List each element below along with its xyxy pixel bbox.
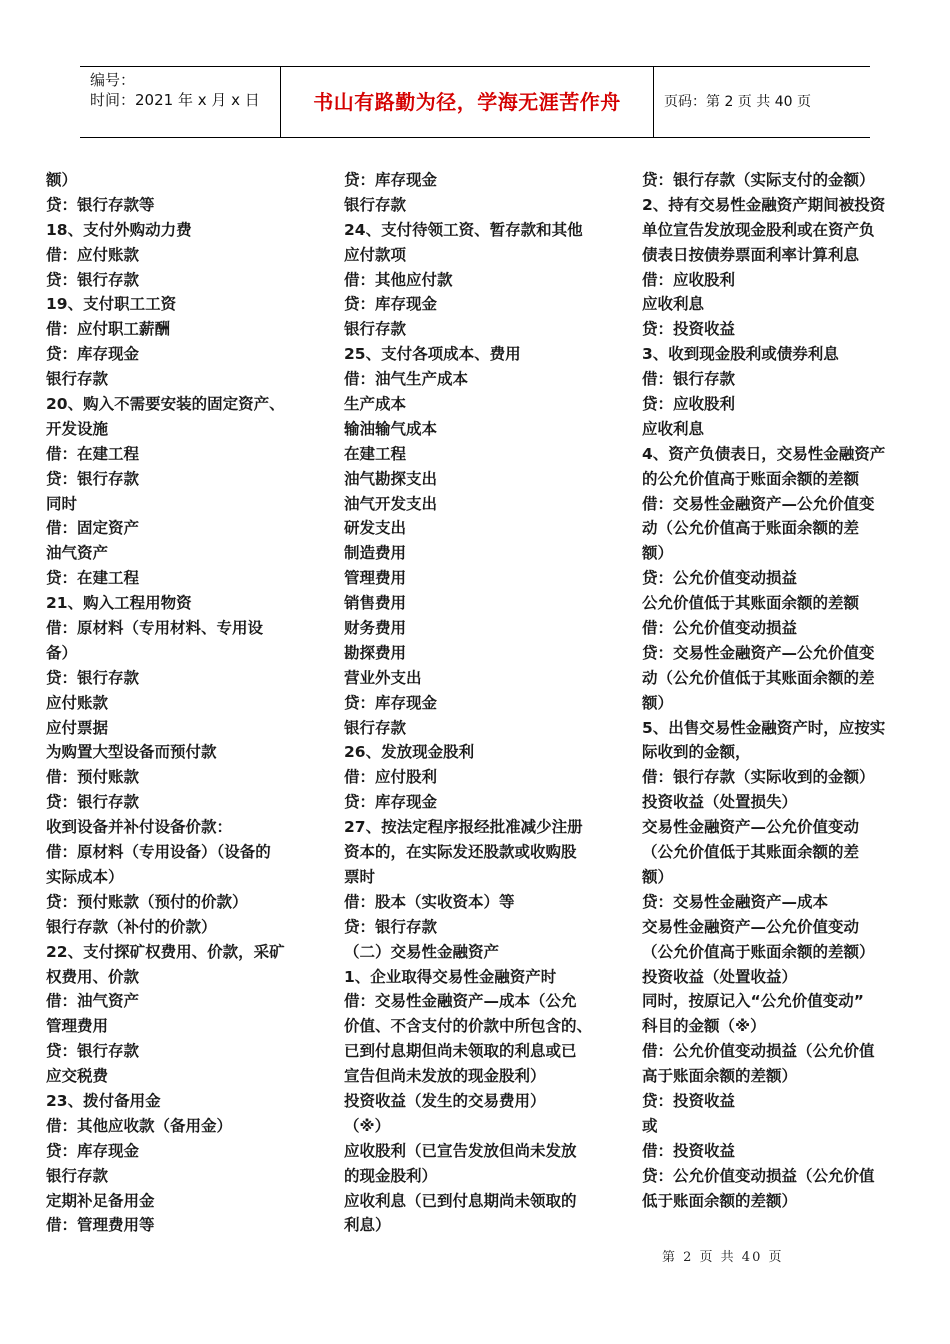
text-line: 投资收益（处置损失）	[642, 793, 798, 812]
text-line: 油气勘探支出	[344, 469, 438, 488]
header-page-number: 页码：第 2 页 共 40 页	[664, 94, 811, 110]
text-line: 应交税费	[46, 1067, 109, 1086]
text-line: 贷：公允价值变动损益	[642, 569, 798, 588]
text-line: 借：银行存款	[642, 370, 736, 389]
text-line: 借：应收股利	[642, 270, 736, 289]
text-line: 借：油气生产成本	[344, 370, 469, 389]
text-line: 研发支出	[344, 519, 407, 538]
text-line: 借：交易性金融资产—公允价值变	[642, 494, 875, 513]
text-line: 贷：银行存款等	[46, 195, 155, 214]
text-column-2	[344, 168, 606, 1238]
text-line: 3、收到现金股利或债券利息	[642, 345, 839, 364]
text-line: 的现金股利）	[344, 1166, 438, 1185]
text-line: 23、拨付备用金	[46, 1091, 161, 1110]
text-line: 19、支付职工工资	[46, 295, 177, 314]
text-line: 贷：库存现金	[344, 793, 438, 812]
text-line: 开发设施	[46, 419, 109, 438]
text-line: （※）	[344, 1116, 391, 1135]
text-line: 贷：银行存款	[46, 668, 140, 687]
text-line: 科目的金额（※）	[642, 1017, 766, 1036]
text-line: 宣告但尚未发放的现金股利）	[344, 1067, 546, 1086]
text-line: 贷：库存现金	[344, 693, 438, 712]
text-line: 贷：公允价值变动损益（公允价值	[642, 1166, 875, 1185]
text-line: 借：银行存款（实际收到的金额）	[642, 768, 875, 787]
text-line: 借：预付账款	[46, 768, 140, 787]
text-line: 制造费用	[344, 544, 407, 563]
text-line: 同时	[46, 494, 78, 513]
text-line: 借：应付账款	[46, 245, 140, 264]
text-line: 油气资产	[46, 544, 109, 563]
text-line: 借：其他应收款（备用金）	[46, 1116, 233, 1135]
text-line: 27、按法定程序报经批准减少注册	[344, 818, 583, 837]
text-line: 20、购入不需要安装的固定资产、	[46, 395, 285, 414]
text-line: 贷：预付账款（预付的价款）	[46, 892, 248, 911]
text-line: 银行存款	[344, 718, 407, 737]
text-line: （公允价值高于账面余额的差额）	[642, 942, 875, 961]
text-line: 借：原材料（专用设备）（设备的	[46, 843, 271, 862]
text-line: 贷：银行存款	[344, 917, 438, 936]
text-line: 同时，按原记入“公允价值变动”	[642, 992, 864, 1011]
text-line: 应收利息	[642, 419, 705, 438]
text-line: 22、支付探矿权费用、价款，采矿	[46, 942, 285, 961]
text-line: （二）交易性金融资产	[344, 942, 500, 961]
text-line: 银行存款（补付的价款）	[46, 917, 217, 936]
text-line: 动（公允价值低于其账面余额的差	[642, 668, 875, 687]
text-line: 已到付息期但尚未领取的利息或已	[344, 1042, 577, 1061]
text-line: 贷：交易性金融资产—公允价值变	[642, 643, 875, 662]
text-line: 或	[642, 1116, 658, 1135]
text-line: 5、出售交易性金融资产时，应按实	[642, 718, 886, 737]
text-line: 应付账款	[46, 693, 109, 712]
text-line: 在建工程	[344, 444, 407, 463]
text-line: 应付款项	[344, 245, 407, 264]
text-line: 借：应付职工薪酬	[46, 320, 171, 339]
text-line: 低于账面余额的差额）	[642, 1191, 798, 1210]
text-line: 应付票据	[46, 718, 109, 737]
text-line: （公允价值低于其账面余额的差	[642, 843, 860, 862]
text-line: 额）	[46, 171, 78, 189]
text-line: 26、发放现金股利	[344, 743, 475, 762]
text-line: 备）	[46, 643, 78, 662]
text-line: 额）	[642, 867, 674, 886]
text-line: 贷：投资收益	[642, 320, 736, 339]
text-line: 贷：在建工程	[46, 569, 140, 588]
text-line: 借：原材料（专用材料、专用设	[46, 619, 264, 638]
text-line: 2、持有交易性金融资产期间被投资	[642, 195, 886, 214]
header-number: 编号：	[90, 71, 136, 89]
text-line: 收到设备并补付设备价款：	[46, 818, 233, 837]
header-page-cell	[654, 67, 870, 137]
text-line: 公允价值低于其账面余额的差额	[642, 594, 860, 613]
text-line: 生产成本	[344, 395, 407, 414]
text-line: 营业外支出	[344, 668, 422, 687]
text-line: 借：公允价值变动损益	[642, 619, 798, 638]
text-line: 债表日按债券票面利率计算利息	[642, 245, 860, 264]
text-line: 贷：投资收益	[642, 1091, 736, 1110]
page-footer: 第 2 页 共 40 页	[662, 1250, 784, 1265]
text-line: 贷：银行存款	[46, 469, 140, 488]
text-line: 贷：库存现金	[46, 345, 140, 364]
text-line: 借：管理费用等	[46, 1216, 155, 1235]
header-time: 时间：2021 年 x 月 x 日	[90, 91, 260, 109]
text-line: 借：交易性金融资产—成本（公允	[344, 992, 577, 1011]
text-line: 贷：银行存款	[46, 1042, 140, 1061]
text-line: 管理费用	[344, 569, 407, 588]
text-line: 借：其他应付款	[344, 270, 453, 289]
text-line: 25、支付各项成本、费用	[344, 345, 521, 364]
text-line: 应收利息	[642, 295, 705, 314]
text-line: 贷：银行存款	[46, 270, 140, 289]
text-line: 贷：银行存款（实际支付的金额）	[642, 171, 875, 189]
text-line: 借：股本（实收资本）等	[344, 892, 515, 911]
text-line: 额）	[642, 693, 674, 712]
text-line: 1、企业取得交易性金融资产时	[344, 967, 557, 986]
text-line: 贷：交易性金融资产—成本	[642, 892, 829, 911]
text-line: 的公允价值高于账面余额的差额	[642, 469, 860, 488]
text-line: 交易性金融资产—公允价值变动	[642, 917, 860, 936]
text-line: 票时	[344, 867, 376, 886]
text-line: 借：油气资产	[46, 992, 140, 1011]
text-line: 资本的，在实际发还股款或收购股	[344, 843, 577, 862]
header-motto: 书山有路勤为径，学海无涯苦作舟	[313, 90, 621, 114]
text-line: 投资收益（发生的交易费用）	[344, 1091, 546, 1110]
text-line: 价值、不含支付的价款中所包含的、	[344, 1017, 593, 1036]
text-line: 销售费用	[344, 594, 407, 613]
text-line: 应收利息（已到付息期尚未领取的	[344, 1191, 577, 1210]
text-line: 投资收益（处置收益）	[642, 967, 798, 986]
text-line: 借：在建工程	[46, 444, 140, 463]
text-line: 贷：库存现金	[46, 1141, 140, 1160]
text-column-3	[642, 168, 912, 1213]
text-line: 管理费用	[46, 1017, 109, 1036]
text-line: 实际成本）	[46, 867, 124, 886]
text-line: 应收股利（已宣告发放但尚未发放	[344, 1141, 577, 1160]
text-line: 银行存款	[344, 320, 407, 339]
text-line: 贷：库存现金	[344, 171, 438, 189]
header-motto-cell	[281, 67, 654, 137]
text-column-1	[46, 168, 308, 1238]
text-line: 借：应付股利	[344, 768, 438, 787]
text-line: 4、资产负债表日，交易性金融资产	[642, 444, 886, 463]
text-line: 油气开发支出	[344, 494, 438, 513]
text-line: 贷：银行存款	[46, 793, 140, 812]
text-line: 高于账面余额的差额）	[642, 1067, 798, 1086]
text-line: 贷：应收股利	[642, 395, 736, 414]
text-line: 定期补足备用金	[46, 1191, 155, 1210]
text-line: 际收到的金额，	[642, 743, 751, 762]
text-line: 财务费用	[344, 619, 407, 638]
text-line: 动（公允价值高于账面余额的差	[642, 519, 860, 538]
page-header	[80, 66, 870, 138]
text-line: 借：投资收益	[642, 1141, 736, 1160]
text-line: 21、购入工程用物资	[46, 594, 192, 613]
header-meta	[80, 67, 281, 137]
text-line: 24、支付待领工资、暂存款和其他	[344, 220, 583, 239]
text-line: 交易性金融资产—公允价值变动	[642, 818, 860, 837]
text-line: 18、支付外购动力费	[46, 220, 192, 239]
text-line: 勘探费用	[344, 643, 407, 662]
text-line: 单位宣告发放现金股利或在资产负	[642, 220, 875, 239]
text-line: 额）	[642, 544, 674, 563]
text-line: 为购置大型设备而预付款	[46, 743, 217, 762]
text-line: 利息）	[344, 1216, 391, 1235]
text-line: 银行存款	[46, 1166, 109, 1185]
text-line: 借：公允价值变动损益（公允价值	[642, 1042, 875, 1061]
text-line: 银行存款	[344, 195, 407, 214]
text-line: 贷：库存现金	[344, 295, 438, 314]
text-line: 权费用、价款	[46, 967, 140, 986]
text-line: 输油输气成本	[344, 419, 438, 438]
text-line: 借：固定资产	[46, 519, 140, 538]
text-line: 银行存款	[46, 370, 109, 389]
